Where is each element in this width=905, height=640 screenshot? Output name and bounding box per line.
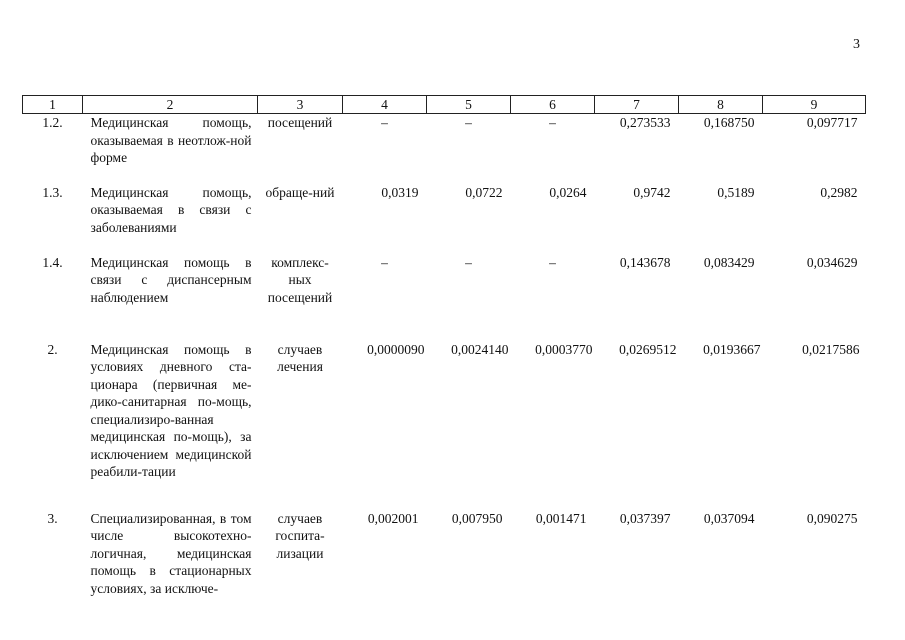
cell-col7: 0,273533 [619, 115, 671, 130]
cell-col4: 0,0319 [381, 184, 419, 200]
cell-col9: 0,090275 [806, 510, 858, 526]
cell-col8: 0,168750 [703, 115, 755, 130]
cell-col9: 0,0217586 [802, 341, 860, 357]
header-cell: 5 [427, 96, 511, 114]
header-cell: 8 [679, 96, 763, 114]
row-number: 1.2. [42, 115, 63, 130]
row-unit: посещений [267, 115, 333, 130]
cell-col5: 0,0024140 [451, 341, 509, 357]
row-description: Специализированная, в том числе высокотехно-логичная, медицинская помощь в стационарных условиях, за исключе- [90, 510, 252, 596]
cell-col6: – [549, 115, 556, 130]
row-number: 2. [47, 341, 58, 357]
row-unit: случаев лечения [277, 341, 323, 374]
header-cell: 7 [595, 96, 679, 114]
row-unit: комплекс-ных посещений [267, 254, 333, 305]
table-row [23, 184, 866, 254]
cell-col4: 0,0000090 [367, 341, 425, 357]
row-number: 1.4. [42, 254, 63, 270]
table-row [23, 114, 866, 184]
cell-col7: 0,0269512 [619, 341, 677, 357]
cell-col9: 0,2982 [820, 184, 858, 200]
table-row [23, 341, 866, 510]
table-header-row [23, 96, 866, 114]
row-number: 1.3. [42, 184, 63, 200]
table-row [23, 254, 866, 341]
cell-col8: 0,037094 [703, 510, 755, 526]
cell-col8: 0,0193667 [703, 341, 761, 357]
cell-col5: – [465, 254, 472, 270]
cell-col6: 0,001471 [535, 510, 587, 526]
cell-col8: 0,5189 [717, 184, 755, 200]
row-description: Медицинская помощь в связи с диспансерным наблюдением [90, 254, 252, 305]
cell-col8: 0,083429 [703, 254, 755, 270]
row-description: Медицинская помощь, оказываемая в неотлож-ной форме [90, 115, 252, 165]
cell-col7: 0,9742 [633, 184, 671, 200]
cell-col5: 0,007950 [451, 510, 503, 526]
header-cell: 9 [763, 96, 866, 114]
cell-col9: 0,097717 [806, 115, 858, 130]
cell-col4: – [381, 115, 388, 130]
header-cell: 6 [511, 96, 595, 114]
header-cell: 4 [343, 96, 427, 114]
cell-col5: 0,0722 [465, 184, 503, 200]
cell-col7: 0,143678 [619, 254, 671, 270]
cell-col5: – [465, 115, 472, 130]
header-cell: 1 [23, 96, 83, 114]
cell-col6: 0,0264 [549, 184, 587, 200]
header-cell: 2 [83, 96, 258, 114]
row-unit: обраще-ний [265, 184, 335, 200]
table-row [23, 510, 866, 598]
cell-col4: 0,002001 [367, 510, 419, 526]
page-number: 3 [853, 37, 860, 52]
row-number: 3. [47, 510, 58, 526]
cell-col7: 0,037397 [619, 510, 671, 526]
data-table [22, 95, 866, 597]
row-description: Медицинская помощь, оказываемая в связи с заболеваниями [90, 184, 252, 235]
row-description: Медицинская помощь в условиях дневного ста-ционара (первичная ме-дико-санитарная по-мощь, специализиро-ванная медицинская по-мощь), за исключением медицинской реабили-тации [90, 341, 252, 479]
header-cell: 3 [258, 96, 343, 114]
row-unit: случаев госпита-лизации [275, 510, 325, 561]
cell-col9: 0,034629 [806, 254, 858, 270]
cell-col4: – [381, 254, 388, 270]
cell-col6: – [549, 254, 556, 270]
cell-col6: 0,0003770 [535, 341, 593, 357]
